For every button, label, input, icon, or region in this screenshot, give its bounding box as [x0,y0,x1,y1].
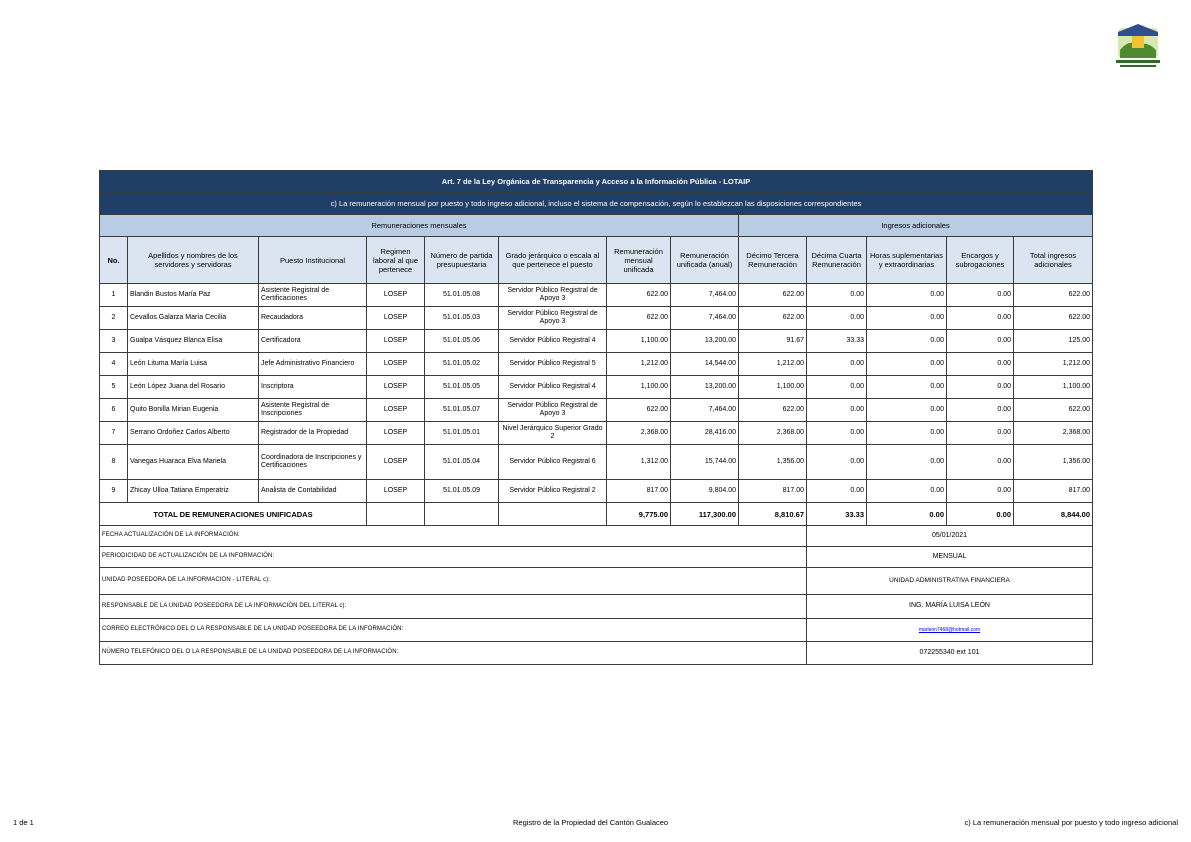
info-row-fecha [100,526,1093,547]
cell-regimen: LOSEP [367,284,425,307]
info-label: CORREO ELECTRÓNICO DEL O LA RESPONSABLE DE LA UNIDAD POSEEDORA DE LA INFORMACIÓN: [100,619,807,642]
totals-rem-anual: 117,300.00 [671,503,739,526]
cell-nombre: Blandin Bustos María Paz [128,284,259,307]
cell-puesto: Asistente Registral de Certificaciones [259,284,367,307]
totals-label: TOTAL DE REMUNERACIONES UNIFICADAS [100,503,367,526]
cell-rem-mensual: 1,212.00 [607,353,671,376]
totals-empty-partida [425,503,499,526]
info-label: UNIDAD POSEEDORA DE LA INFORMACION - LITERAL c): [100,568,807,595]
cell-horas: 0.00 [867,399,947,422]
cell-grado: Servidor Público Registral 5 [499,353,607,376]
cell-horas: 0.00 [867,330,947,353]
col-header-grado: Grado jerárquico o escala al que pertenece el puesto [499,237,607,284]
col-header-no: No. [100,237,128,284]
info-value: 072255340 ext 101 [807,642,1093,665]
cell-decimo-tercera: 622.00 [739,307,807,330]
cell-decimo-tercera: 1,100.00 [739,376,807,399]
cell-rem-anual: 13,200.00 [671,330,739,353]
cell-regimen: LOSEP [367,307,425,330]
totals-row [100,503,1093,526]
table-row [100,376,1093,399]
cell-rem-anual: 15,744.00 [671,445,739,480]
cell-partida: 51.01.05.07 [425,399,499,422]
cell-decimo-cuarta: 0.00 [807,422,867,445]
table-title: Art. 7 de la Ley Orgánica de Transparencia y Acceso a la Información Pública - LOTAIP [100,171,1093,193]
info-row-periodicidad [100,547,1093,568]
cell-rem-mensual: 622.00 [607,284,671,307]
totals-horas: 0.00 [867,503,947,526]
cell-rem-anual: 7,464.00 [671,399,739,422]
cell-no: 9 [100,480,128,503]
cell-grado: Servidor Público Registral 2 [499,480,607,503]
col-header-rem-anual: Remuneración unificada (anual) [671,237,739,284]
col-header-decimo-cuarta: Décima Cuarta Remuneración [807,237,867,284]
cell-partida: 51.01.05.01 [425,422,499,445]
cell-rem-mensual: 2,368.00 [607,422,671,445]
cell-encargos: 0.00 [947,422,1014,445]
logo-subtext-band-icon [1120,65,1156,67]
cell-encargos: 0.00 [947,376,1014,399]
cell-no: 2 [100,307,128,330]
cell-partida: 51.01.05.06 [425,330,499,353]
cell-encargos: 0.00 [947,284,1014,307]
cell-encargos: 0.00 [947,399,1014,422]
info-label: NÚMERO TELEFÓNICO DEL O LA RESPONSABLE DE LA UNIDAD POSEEDORA DE LA INFORMACIÓN: [100,642,807,665]
totals-rem-mensual: 9,775.00 [607,503,671,526]
cell-rem-anual: 13,200.00 [671,376,739,399]
cell-horas: 0.00 [867,376,947,399]
cell-puesto: Certificadora [259,330,367,353]
cell-decimo-cuarta: 0.00 [807,480,867,503]
cell-grado: Servidor Público Registral de Apoyo 3 [499,307,607,330]
cell-partida: 51.01.05.04 [425,445,499,480]
cell-decimo-tercera: 1,356.00 [739,445,807,480]
cell-decimo-cuarta: 0.00 [807,307,867,330]
cell-nombre: Zhicay Ulloa Tatiana Emperatriz [128,480,259,503]
cell-grado: Nivel Jerárquico Superior Grado 2 [499,422,607,445]
cell-regimen: LOSEP [367,353,425,376]
footer-center-text: Registro de la Propiedad del Cantón Gualaceo [513,818,669,827]
cell-nombre: Serrano Ordoñez Carlos Alberto [128,422,259,445]
email-link[interactable]: marleon7468@hotmail.com [918,626,981,633]
cell-total: 1,212.00 [1014,353,1093,376]
col-header-regimen: Regimen laboral al que pertenece [367,237,425,284]
cell-puesto: Jefe Administrativo Financiero [259,353,367,376]
cell-puesto: Coordinadora de Inscripciones y Certificaciones [259,445,367,480]
totals-empty-regimen [367,503,425,526]
cell-partida: 51.01.05.02 [425,353,499,376]
cell-decimo-tercera: 817.00 [739,480,807,503]
cell-regimen: LOSEP [367,376,425,399]
cell-no: 5 [100,376,128,399]
cell-grado: Servidor Público Registral de Apoyo 3 [499,399,607,422]
cell-total: 622.00 [1014,284,1093,307]
info-label: RESPONSABLE DE LA UNIDAD POSEEDORA DE LA INFORMACIÓN DEL LITERAL c): [100,595,807,619]
cell-rem-mensual: 622.00 [607,399,671,422]
cell-no: 4 [100,353,128,376]
table-subtitle: c) La remuneración mensual por puesto y todo ingreso adicional, incluso el sistema de compensación, según lo establezcan las disposiciones correspondientes [100,193,1093,215]
cell-decimo-tercera: 1,212.00 [739,353,807,376]
cell-encargos: 0.00 [947,330,1014,353]
cell-decimo-cuarta: 0.00 [807,445,867,480]
cell-partida: 51.01.05.08 [425,284,499,307]
cell-nombre: León López Juana del Rosario [128,376,259,399]
cell-horas: 0.00 [867,422,947,445]
cell-total: 1,100.00 [1014,376,1093,399]
table-row [100,480,1093,503]
cell-decimo-cuarta: 0.00 [807,399,867,422]
cell-puesto: Analista de Contabilidad [259,480,367,503]
group-ingresos: Ingresos adicionales [739,215,1093,237]
table-row [100,399,1093,422]
cell-rem-mensual: 622.00 [607,307,671,330]
info-row-telefono [100,642,1093,665]
cell-rem-anual: 7,464.00 [671,284,739,307]
cell-partida: 51.01.05.03 [425,307,499,330]
info-value: UNIDAD ADMINISTRATIVA FINANCIERA [807,568,1093,595]
cell-total: 817.00 [1014,480,1093,503]
cell-decimo-cuarta: 33.33 [807,330,867,353]
cell-regimen: LOSEP [367,480,425,503]
cell-rem-anual: 14,544.00 [671,353,739,376]
cell-grado: Servidor Público Registral 4 [499,376,607,399]
cell-grado: Servidor Público Registral 6 [499,445,607,480]
cell-decimo-tercera: 91.67 [739,330,807,353]
logo-sun-icon [1132,36,1144,48]
table-row [100,353,1093,376]
totals-decimo-cuarta: 33.33 [807,503,867,526]
cell-horas: 0.00 [867,480,947,503]
cell-no: 3 [100,330,128,353]
cell-rem-mensual: 1,100.00 [607,330,671,353]
cell-encargos: 0.00 [947,445,1014,480]
group-remuneraciones: Remuneraciones mensuales [100,215,739,237]
cell-rem-anual: 9,804.00 [671,480,739,503]
info-row-unidad [100,568,1093,595]
cell-nombre: Quito Bonilla Mirian Eugenia [128,399,259,422]
cell-horas: 0.00 [867,284,947,307]
col-header-decimo-tercera: Décimo Tercera Remuneración [739,237,807,284]
cell-grado: Servidor Público Registral 4 [499,330,607,353]
info-row-correo [100,619,1093,642]
totals-decimo-tercera: 8,810.67 [739,503,807,526]
cell-regimen: LOSEP [367,330,425,353]
footer-page-number: 1 de 1 [13,818,34,827]
cell-horas: 0.00 [867,307,947,330]
cell-decimo-tercera: 622.00 [739,399,807,422]
cell-partida: 51.01.05.05 [425,376,499,399]
cell-no: 6 [100,399,128,422]
cell-total: 125.00 [1014,330,1093,353]
info-label: PERIODICIDAD DE ACTUALIZACIÓN DE LA INFORMACIÓN: [100,547,807,568]
cell-puesto: Registrador de la Propiedad [259,422,367,445]
cell-regimen: LOSEP [367,422,425,445]
col-header-horas: Horas suplementarias y extraordinarias [867,237,947,284]
cell-decimo-cuarta: 0.00 [807,376,867,399]
logo-roof-icon [1118,24,1158,36]
cell-encargos: 0.00 [947,353,1014,376]
cell-decimo-tercera: 2,368.00 [739,422,807,445]
cell-encargos: 0.00 [947,307,1014,330]
cell-nombre: Cevallos Galarza María Cecilia [128,307,259,330]
cell-grado: Servidor Público Registral de Apoyo 3 [499,284,607,307]
table-row [100,307,1093,330]
info-value: ING. MARÍA LUISA LEÓN [807,595,1093,619]
cell-decimo-cuarta: 0.00 [807,353,867,376]
cell-no: 7 [100,422,128,445]
col-header-rem-mensual: Remuneración mensual unificada [607,237,671,284]
cell-decimo-cuarta: 0.00 [807,284,867,307]
cell-total: 1,356.00 [1014,445,1093,480]
col-header-nombres: Apellidos y nombres de los servidores y servidoras [128,237,259,284]
table-row [100,284,1093,307]
cell-no: 1 [100,284,128,307]
info-value: MENSUAL [807,547,1093,568]
cell-no: 8 [100,445,128,480]
logo-text-band-icon [1116,60,1160,63]
info-value: 05/01/2021 [807,526,1093,547]
totals-empty-grado [499,503,607,526]
cell-puesto: Asistente Registral de Inscripciones [259,399,367,422]
cell-regimen: LOSEP [367,399,425,422]
totals-encargos: 0.00 [947,503,1014,526]
cell-rem-mensual: 1,312.00 [607,445,671,480]
cell-total: 2,368.00 [1014,422,1093,445]
cell-puesto: Recaudadora [259,307,367,330]
remuneration-table [99,170,1093,665]
cell-horas: 0.00 [867,445,947,480]
col-header-puesto: Puesto Institucional [259,237,367,284]
cell-regimen: LOSEP [367,445,425,480]
table-row [100,422,1093,445]
col-header-encargos: Encargos y subrogaciones [947,237,1014,284]
info-label: FECHA ACTUALIZACIÓN DE LA INFORMACIÓN: [100,526,807,547]
col-header-partida: Número de partida presupuestaria [425,237,499,284]
cell-nombre: Gualpa Vásquez Blanca Elisa [128,330,259,353]
cell-nombre: Vanegas Huaraca Elva Mariela [128,445,259,480]
cell-puesto: Inscriptora [259,376,367,399]
cell-rem-anual: 28,416.00 [671,422,739,445]
cell-nombre: León Lituma María Luisa [128,353,259,376]
cell-horas: 0.00 [867,353,947,376]
totals-total: 8,844.00 [1014,503,1093,526]
table-row [100,445,1093,480]
cell-total: 622.00 [1014,399,1093,422]
info-row-responsable [100,595,1093,619]
col-header-total-ingresos: Total ingresos adicionales [1014,237,1093,284]
cell-encargos: 0.00 [947,480,1014,503]
cell-rem-mensual: 817.00 [607,480,671,503]
footer-right-text: c) La remuneración mensual por puesto y todo ingreso adicional [964,818,1178,827]
info-value-cell [807,619,1093,642]
cell-rem-anual: 7,464.00 [671,307,739,330]
cell-partida: 51.01.05.09 [425,480,499,503]
cell-rem-mensual: 1,100.00 [607,376,671,399]
cell-total: 622.00 [1014,307,1093,330]
institution-logo [1112,20,1164,70]
table-row [100,330,1093,353]
cell-decimo-tercera: 622.00 [739,284,807,307]
